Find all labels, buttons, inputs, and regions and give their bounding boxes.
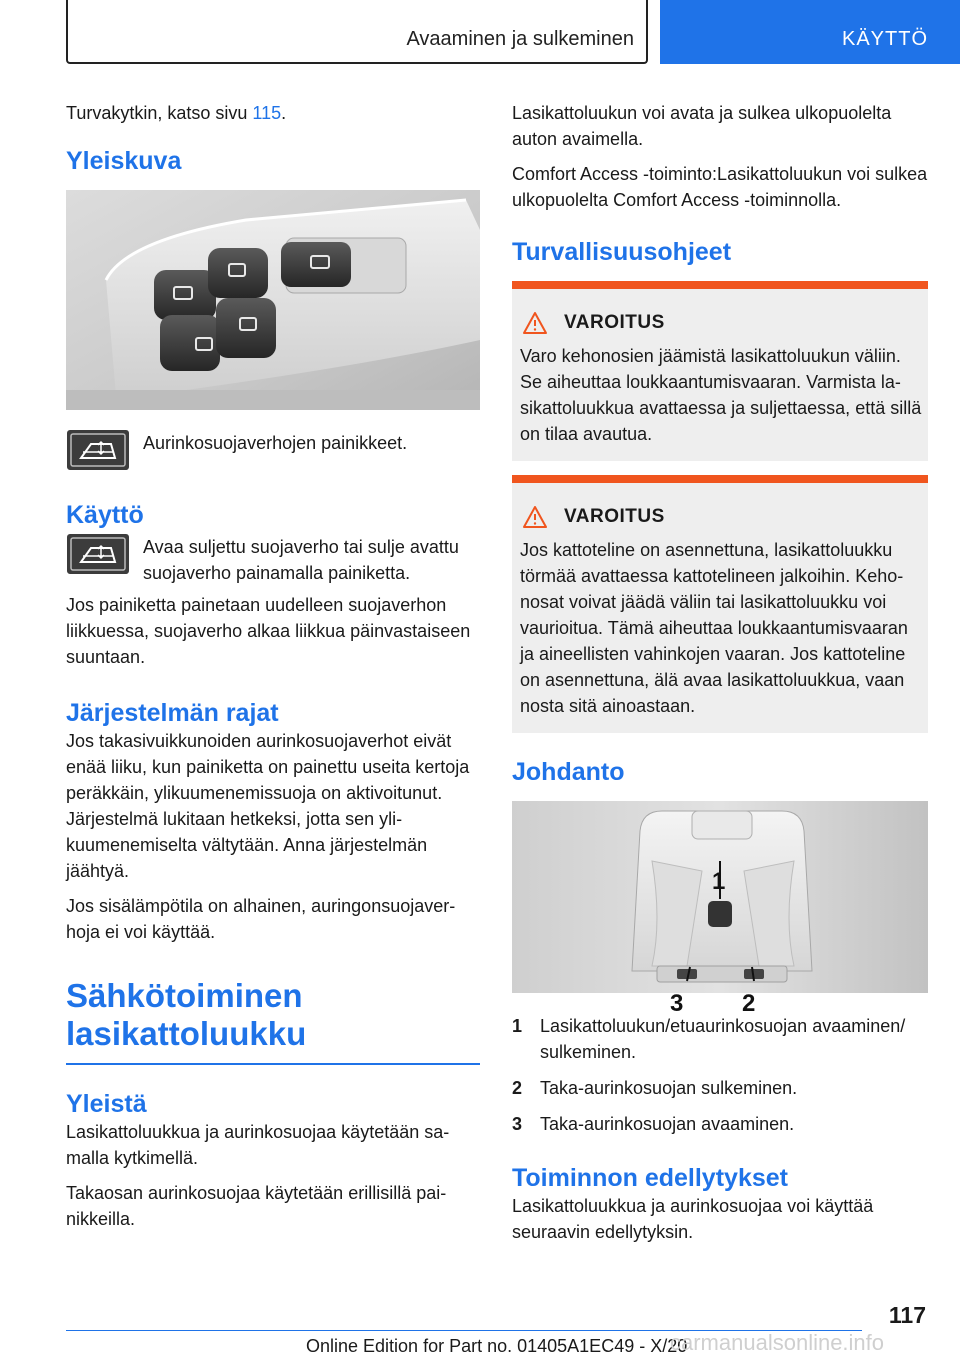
header-section-box [660,0,960,64]
watermark: carmanualsonline.info [670,1330,885,1355]
sunshade-buttons-illustration [66,190,480,410]
comfort-access-paragraph: Comfort Access -toiminto:Lasikattoluukun voi sulkea ulkopuolelta Comfort Access -toiminnolla. [512,164,928,210]
page-link[interactable]: 115 [252,103,282,123]
sunshade-buttons-photo [66,190,480,410]
list-item [512,1111,928,1137]
caption-row [66,430,480,470]
list-item [512,1013,928,1065]
heading-use: Käyttö [66,501,144,529]
left-column [66,100,480,1241]
warning-box-1 [512,281,928,461]
warning-bar [512,281,928,289]
warning-title: VAROITUS [564,312,665,333]
warning-title: VAROITUS [564,506,665,527]
limits-paragraph-1: Jos takasivuikkunoiden aurinkosuojaverhot eivät enää liiku, kun painiketta on painettu useita kertoja peräkkäin, ylikuumenemissuoja on aktivoitunut. Järjestelmä lukitaan hetkeksi, jotta sen ylikuumenemiselta vältytään. Anna järjestelmän jäähtyä. [66,731,470,881]
heading-overview: Yleiskuva [66,147,182,175]
sunshade-button-icon [67,430,129,470]
list-number: 2 [512,1078,523,1098]
roof-console-illustration [512,801,928,1017]
warning-triangle-icon [522,311,548,335]
list-text: Taka-aurinkosuojan sulkeminen. [540,1078,798,1098]
list-number: 1 [512,1016,523,1036]
warning-bar [512,475,928,483]
intro-paragraph: Turvakytkin, katso sivu 115. [66,103,287,123]
heading-sunroof-2: lasikattoluukku [66,1015,307,1052]
photo1-caption: Aurinkosuojaverhojen painikkeet. [143,433,408,453]
callout-list [512,1013,928,1137]
heading-system-limits: Järjestelmän rajat [66,699,279,727]
heading-general: Yleistä [66,1090,147,1118]
limits-paragraph-2: Jos sisälämpötila on alhainen, auringonsuojaverhoja ei voi käyttää. [66,896,456,942]
general-paragraph-2: Takaosan aurinkosuojaa käytetään erillisillä painikkeilla. [66,1183,447,1229]
sunshade-button-icon [67,534,129,574]
roof-console-photo [512,801,928,1017]
use-icon-text: Avaa suljettu suojaverho tai sulje avattu suojaverho painamalla painiketta. [143,537,459,583]
chapter-title: Avaaminen ja sulkeminen [406,28,634,50]
warning-text: Jos kattoteline on asennettuna, lasikattoluukku törmää avattaessa kattotelineen jalkoihin. Kehonosat voivat jäädä väliin tai lasikattoluukku voi vaurioitua. Tämä aiheuttaa loukkaantumisvaaran ja aineellisten vahinkojen vaaran. Jos kattoteline on asennettuna, älä avaa lasikattoluukkua, vaan nosta sitä ainoastaan. [520,540,908,716]
conditions-paragraph: Lasikattoluukkua ja aurinkosuojaa voi käyttää seuraavin edellytyksin. [512,1196,874,1242]
use-icon-row [66,534,480,586]
page-number: 117 [888,1302,926,1328]
list-number: 3 [512,1114,523,1134]
heading-safety: Turvallisuusohjeet [512,238,732,266]
heading-sunroof-1: Sähkötoiminen [66,977,303,1014]
heading-conditions: Toiminnon edellytykset [512,1164,788,1192]
list-text: Lasikattoluukun/etuaurinkosuojan avaaminen/ sulkeminen. [540,1016,906,1062]
warning-text: Varo kehonosien jäämistä lasikattoluukun väliin. Se aiheuttaa loukkaantumisvaaran. Varmista lasikattoluukkua avattaessa ja suljettaessa, että sillä on tilaa avautua. [520,346,922,444]
heading-introduction: Johdanto [512,758,625,786]
list-item [512,1075,928,1101]
edition-text: Online Edition for Part no. 01405A1EC49 - X/20 [306,1336,688,1356]
use-paragraph: Jos painiketta painetaan uudelleen suojaverhon liikkuessa, suojaverho alkaa liikkua päinvastaiseen suuntaan. [66,595,471,667]
callout-2: 2 [742,990,756,1017]
right-column [512,100,928,1254]
list-text: Taka-aurinkosuojan avaaminen. [540,1114,795,1134]
callout-3: 3 [670,990,684,1017]
callout-1: 1 [712,868,726,895]
warning-box-2 [512,475,928,733]
header-chapter-box [66,0,648,64]
warning-triangle-icon [522,505,548,529]
key-paragraph: Lasikattoluukun voi avata ja sulkea ulkopuolelta auton avaimella. [512,103,892,149]
section-rule [66,1063,480,1065]
section-label: KÄYTTÖ [841,28,928,50]
general-paragraph-1: Lasikattoluukkua ja aurinkosuojaa käytetään samalla kytkimellä. [66,1122,450,1168]
